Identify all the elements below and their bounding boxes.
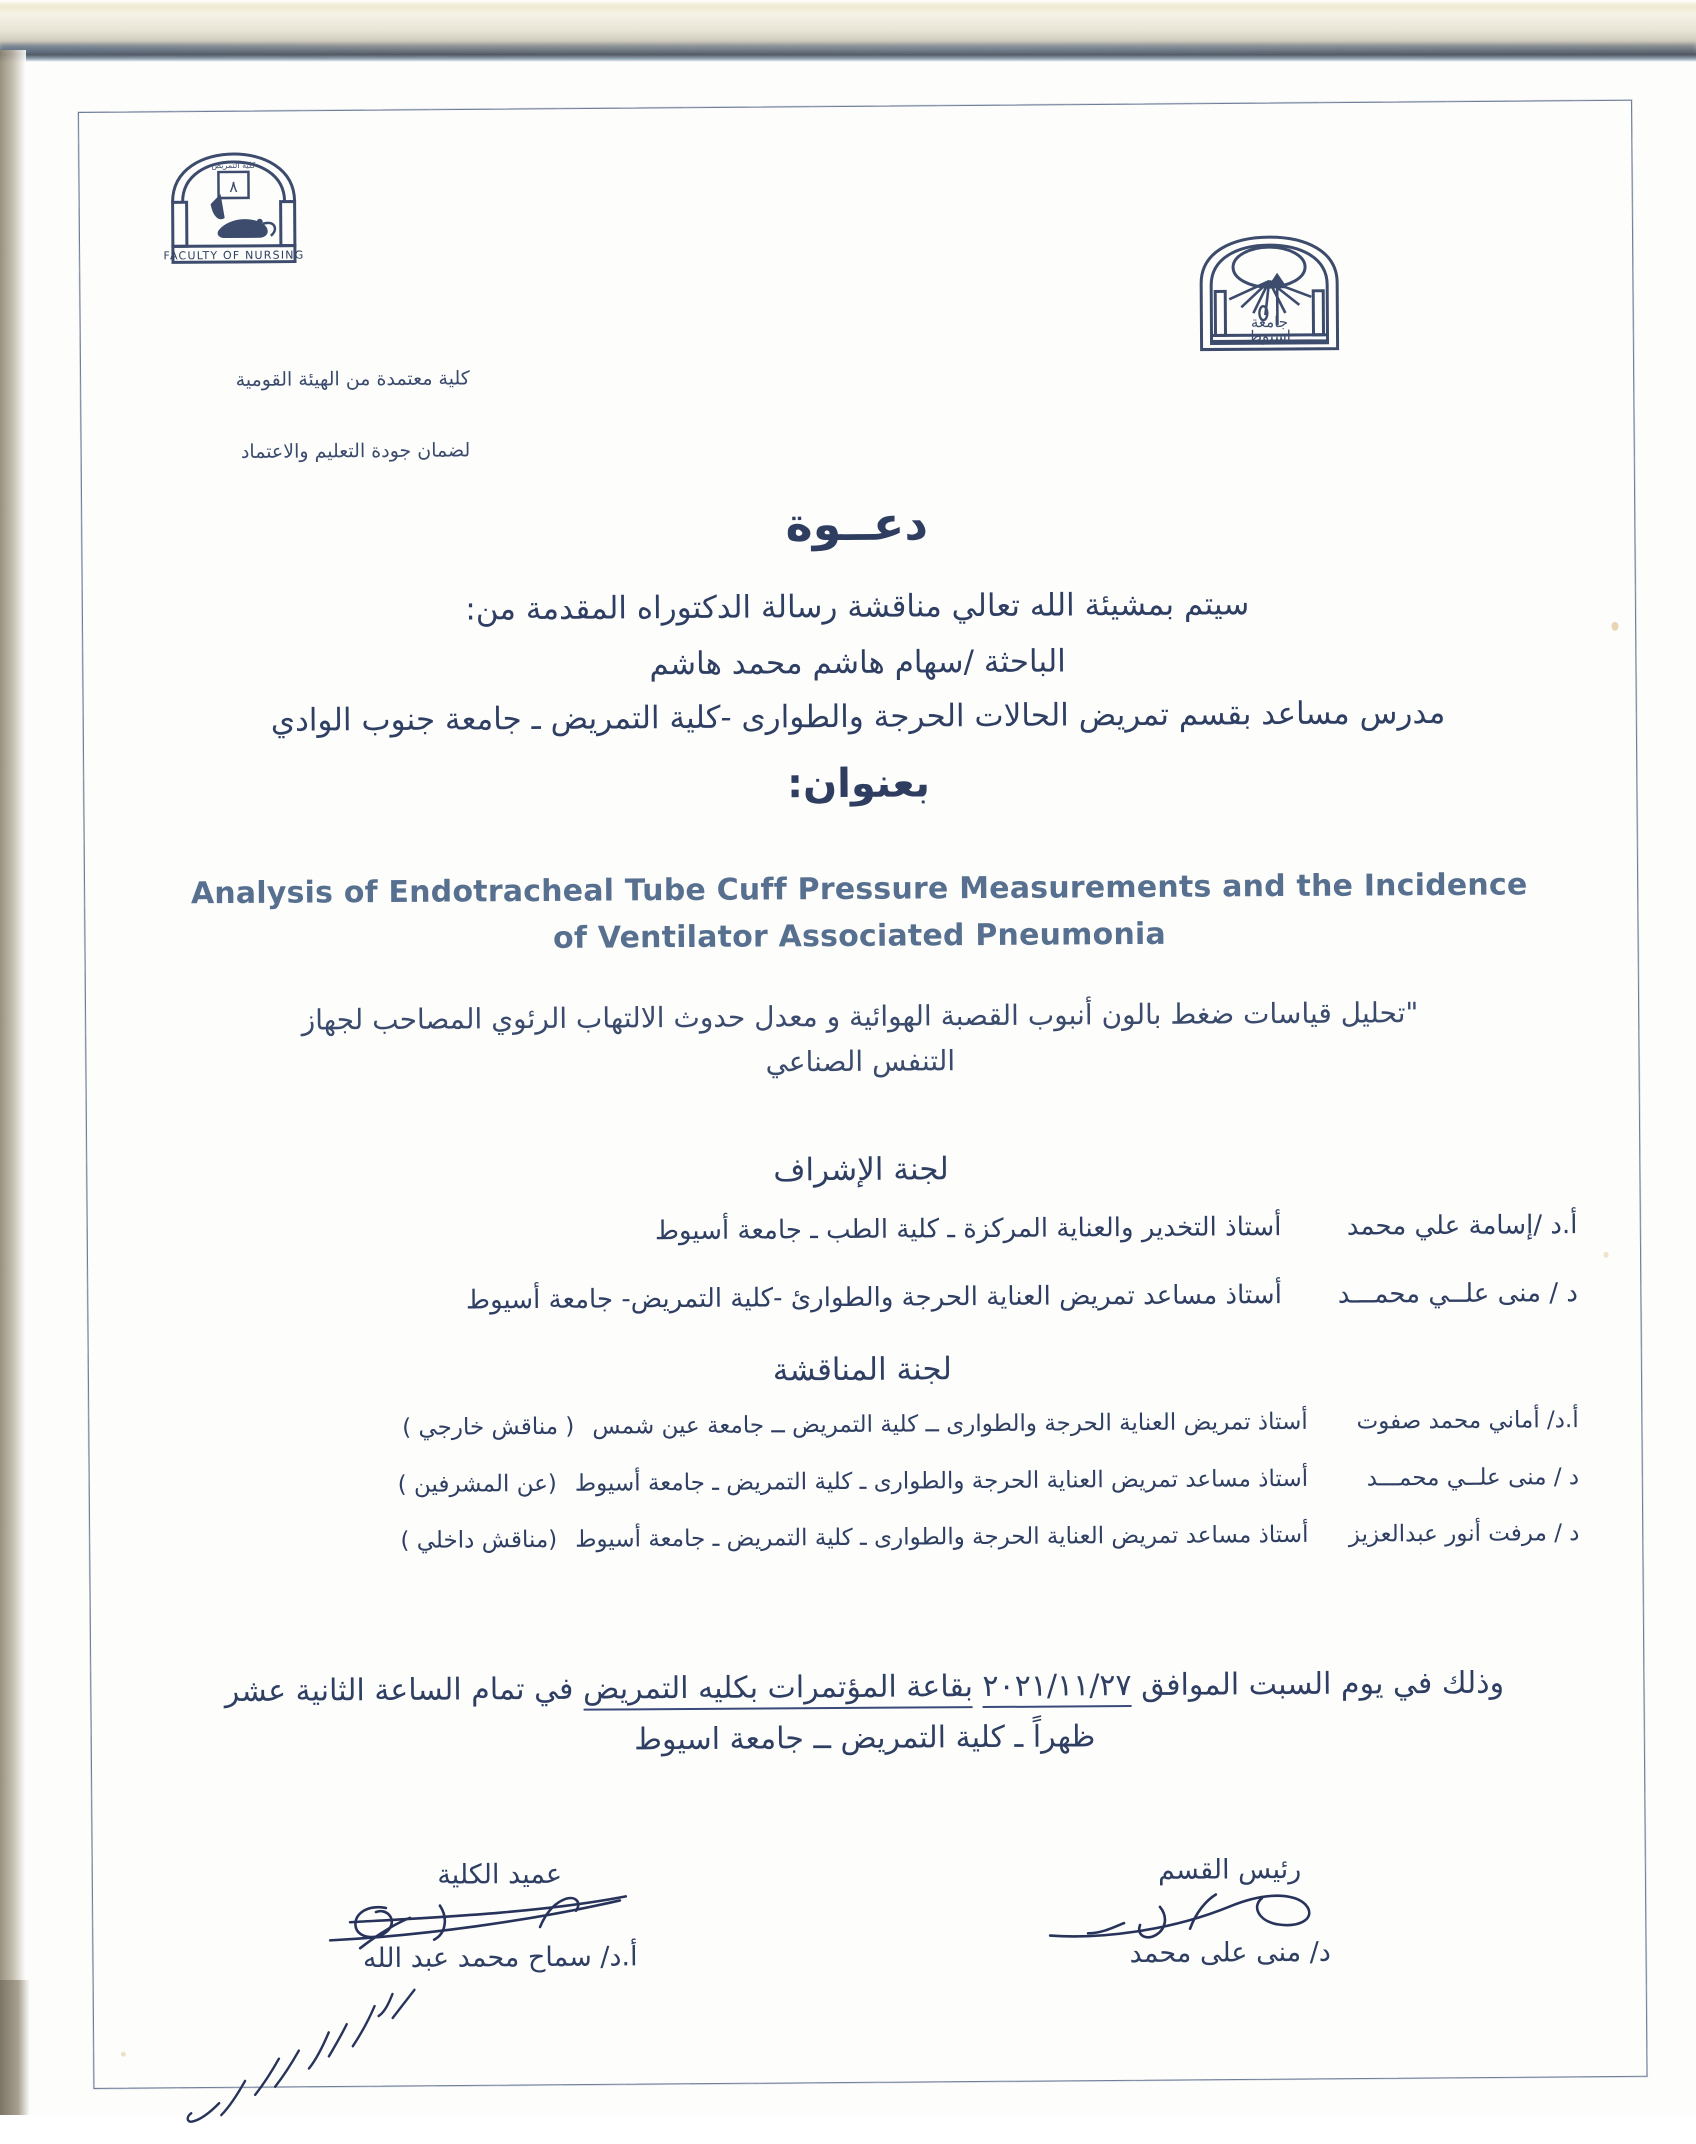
accreditation-line-2: لضمان جودة التعليم والاعتماد bbox=[240, 439, 471, 463]
member-description: أستاذ مساعد تمريض العناية الحرجة والطوارى ـ كلية التمريض ـ جامعة أسيوط bbox=[574, 1465, 1309, 1497]
thesis-title-english-line-1: Analysis of Endotracheal Tube Cuff Pressure Measurements and the Incidence bbox=[190, 867, 1528, 912]
event-date: ٢٠٢١/١١/٢٧ bbox=[982, 1668, 1131, 1708]
supervision-committee-heading: لجنة الإشراف bbox=[773, 1151, 949, 1189]
scanner-left-edge bbox=[0, 50, 26, 2115]
dean-title: عميد الكلية bbox=[437, 1858, 563, 1891]
researcher-name: الباحثة /سهام هاشم محمد هاشم bbox=[649, 643, 1066, 683]
thesis-title-arabic-line-1: "تحليل قياسات ضغط بالون أنبوب القصبة الهوائية و معدل حدوث الالتهاب الرئوي المصاحب لجهاز bbox=[301, 996, 1419, 1037]
event-line-2: ظهراً ـ كلية التمريض ــ جامعة اسيوط bbox=[634, 1719, 1096, 1758]
thesis-title-arabic-line-2: التنفس الصناعي bbox=[765, 1044, 956, 1079]
member-description: أستاذ تمريض العناية الحرجة والطوارى ــ كلية التمريض ــ جامعة عين شمس bbox=[592, 1408, 1308, 1440]
svg-text:كلية التمريض: كلية التمريض bbox=[211, 160, 256, 171]
discussion-committee-heading: لجنة المناقشة bbox=[772, 1351, 953, 1389]
discussion-member-row bbox=[147, 1464, 1579, 1499]
thesis-title-english-line-2: of Ventilator Associated Pneumonia bbox=[552, 916, 1166, 956]
svg-text:جامعة: جامعة bbox=[1250, 312, 1289, 332]
member-role: ( مناقش خارجي ) bbox=[402, 1413, 575, 1441]
dean-name: أ.د/ سماح محمد عبد الله bbox=[362, 1941, 638, 1975]
svg-text:FACULTY OF NURSING: FACULTY OF NURSING bbox=[163, 248, 305, 263]
member-name: أ.د /إسامة علي محمد bbox=[1346, 1210, 1578, 1242]
assiut-university-logo bbox=[1189, 229, 1350, 370]
document-heading: دعــوة bbox=[785, 496, 929, 552]
member-name: د / منى علــي محمـــد bbox=[1366, 1464, 1580, 1492]
member-description: أستاذ مساعد تمريض العناية الحرجة والطوارئ -كلية التمريض- جامعة أسيوط bbox=[465, 1280, 1282, 1316]
researcher-affiliation: مدرس مساعد بقسم تمريض الحالات الحرجة والطوارى -كلية التمريض ـ جامعة جنوب الوادي bbox=[270, 694, 1446, 739]
member-name: د / مرفت أنور عبدالعزيز bbox=[1348, 1520, 1580, 1548]
svg-text:اسيوط: اسيوط bbox=[1248, 326, 1292, 346]
thesis-title-arabic bbox=[144, 990, 1577, 1089]
event-line-1 bbox=[158, 1657, 1570, 1717]
thesis-title-english bbox=[143, 862, 1576, 964]
member-role: (مناقش داخلي ) bbox=[400, 1526, 558, 1554]
event-venue: بقاعة المؤتمرات بكليه التمريض bbox=[583, 1669, 973, 1711]
discussion-member-row bbox=[147, 1407, 1579, 1442]
paper-speck bbox=[1611, 622, 1618, 631]
member-name: أ.د/ أماني محمد صفوت bbox=[1356, 1407, 1579, 1435]
dean-handwritten-date bbox=[178, 1971, 479, 2143]
faculty-of-nursing-logo bbox=[158, 145, 309, 274]
member-name: د / منى علــي محمـــد bbox=[1337, 1278, 1578, 1310]
supervision-member-row bbox=[145, 1210, 1577, 1249]
accreditation-line-1: كلية معتمدة من الهيئة القومية bbox=[235, 367, 470, 391]
supervision-member-row bbox=[146, 1278, 1578, 1317]
event-prefix: وذلك في يوم السبت الموافق bbox=[1141, 1665, 1505, 1703]
paper-speck bbox=[1604, 1252, 1609, 1258]
svg-text:٨: ٨ bbox=[229, 176, 238, 196]
dean-signature-block bbox=[265, 1858, 736, 1975]
member-role: (عن المشرفين ) bbox=[397, 1470, 557, 1498]
department-head-title: رئيس القسم bbox=[1158, 1853, 1302, 1886]
scanner-lid-edge bbox=[0, 0, 1696, 62]
department-head-name: د/ منى على محمد bbox=[1129, 1936, 1331, 1970]
titled-label: بعنوان: bbox=[786, 760, 931, 808]
discussion-member-row bbox=[147, 1520, 1579, 1555]
member-description: أستاذ التخدير والعناية المركزة ـ كلية الطب ـ جامعة أسيوط bbox=[654, 1212, 1282, 1247]
intro-line: سيتم بمشيئة الله تعالي مناقشة رسالة الدكتوراه المقدمة من: bbox=[465, 586, 1250, 628]
document-sheet bbox=[78, 102, 1643, 2087]
event-details bbox=[158, 1657, 1571, 1768]
event-time: في تمام الساعة الثانية عشر bbox=[224, 1671, 574, 1710]
scanner-left-edge-bottom bbox=[0, 1980, 30, 2115]
paper-speck bbox=[121, 2052, 126, 2057]
department-head-signature-block bbox=[1030, 1853, 1431, 1970]
member-description: أستاذ مساعد تمريض العناية الحرجة والطوارى ـ كلية التمريض ـ جامعة أسيوط bbox=[575, 1521, 1309, 1553]
